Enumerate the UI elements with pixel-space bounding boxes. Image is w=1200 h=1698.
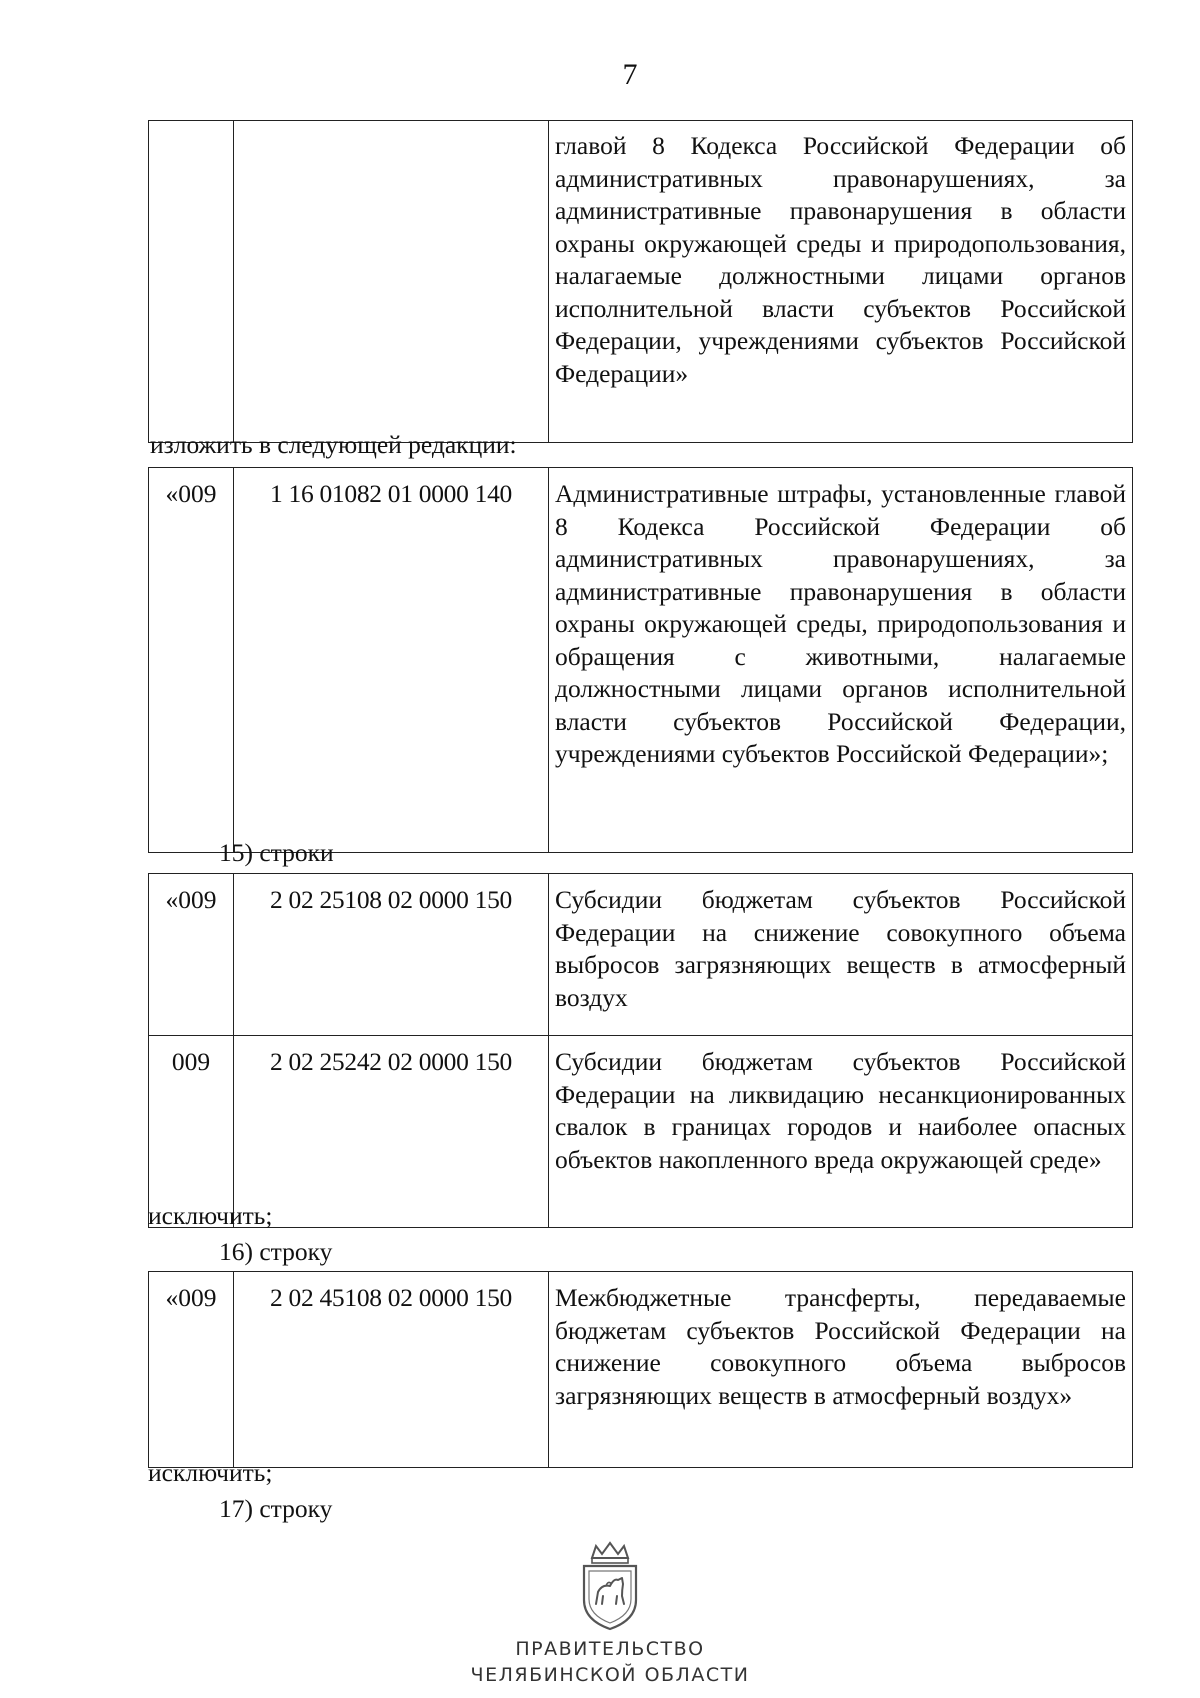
description-cell: Субсидии бюджетам субъектов Российской Федерации на ликвидацию несанкционированных свалок в границах городов и наиболее опасных объектов накопленного вреда окружающей среде» [549,1036,1133,1228]
paragraph-iskluchit-2: исключить; [148,1458,273,1487]
table-row [149,121,1133,443]
government-name-line2: ЧЕЛЯБИНСКОЙ ОБЛАСТИ [470,1664,750,1686]
code-cell: 009 [149,1036,234,1228]
paragraph-item-16: 16) строку [219,1237,333,1266]
table-row [149,874,1133,1036]
code-cell: «009 [149,468,234,853]
chelyabinsk-coat-of-arms-icon [572,1540,648,1632]
code-cell: «009 [149,874,234,1036]
kbk-cell: 1 16 01082 01 0000 140 [234,468,549,853]
table-item-15 [148,873,1133,1228]
table-row [149,1036,1133,1228]
government-name [420,1636,800,1688]
description-cell: Субсидии бюджетам субъектов Российской Федерации на снижение совокупного объема выбросов загрязняющих веществ в атмосферный воздух [549,874,1133,1036]
table-row [149,1272,1133,1468]
table-item-16 [148,1271,1133,1468]
page-number: 7 [622,58,638,91]
table-old-row [148,120,1133,443]
description-cell: Административные штрафы, установленные главой 8 Кодекса Российской Федерации об административных правонарушениях, за административные правонарушения в области охраны окружающей среды, природопользования и обращения с животными, налагаемые должностными лицами органов исполнительной власти субъектов Российской Федерации, учреждениями субъектов Российской Федерации»; [549,468,1133,853]
kbk-cell: 2 02 45108 02 0000 150 [234,1272,549,1468]
table-row [149,468,1133,853]
code-cell [149,121,234,443]
description-cell: главой 8 Кодекса Российской Федерации об административных правонарушениях, за административные правонарушения в области охраны окружающей среды и природопользования, налагаемые должностными лицами органов исполнительной власти субъектов Российской Федерации, учреждениями субъектов Российской Федерации» [549,121,1133,443]
paragraph-izlozhit: изложить в следующей редакции: [150,430,517,459]
kbk-cell: 2 02 25108 02 0000 150 [234,874,549,1036]
government-name-line1: ПРАВИТЕЛЬСТВО [515,1638,705,1660]
kbk-cell: 2 02 25242 02 0000 150 [234,1036,549,1228]
paragraph-iskluchit-1: исключить; [148,1201,273,1230]
paragraph-item-17: 17) строку [219,1494,333,1523]
kbk-cell [234,121,549,443]
description-cell: Межбюджетные трансферты, передаваемые бюджетам субъектов Российской Федерации на снижение совокупного объема выбросов загрязняющих веществ в атмосферный воздух» [549,1272,1133,1468]
paragraph-item-15: 15) строки [219,838,334,867]
table-new-row [148,467,1133,853]
code-cell: «009 [149,1272,234,1468]
